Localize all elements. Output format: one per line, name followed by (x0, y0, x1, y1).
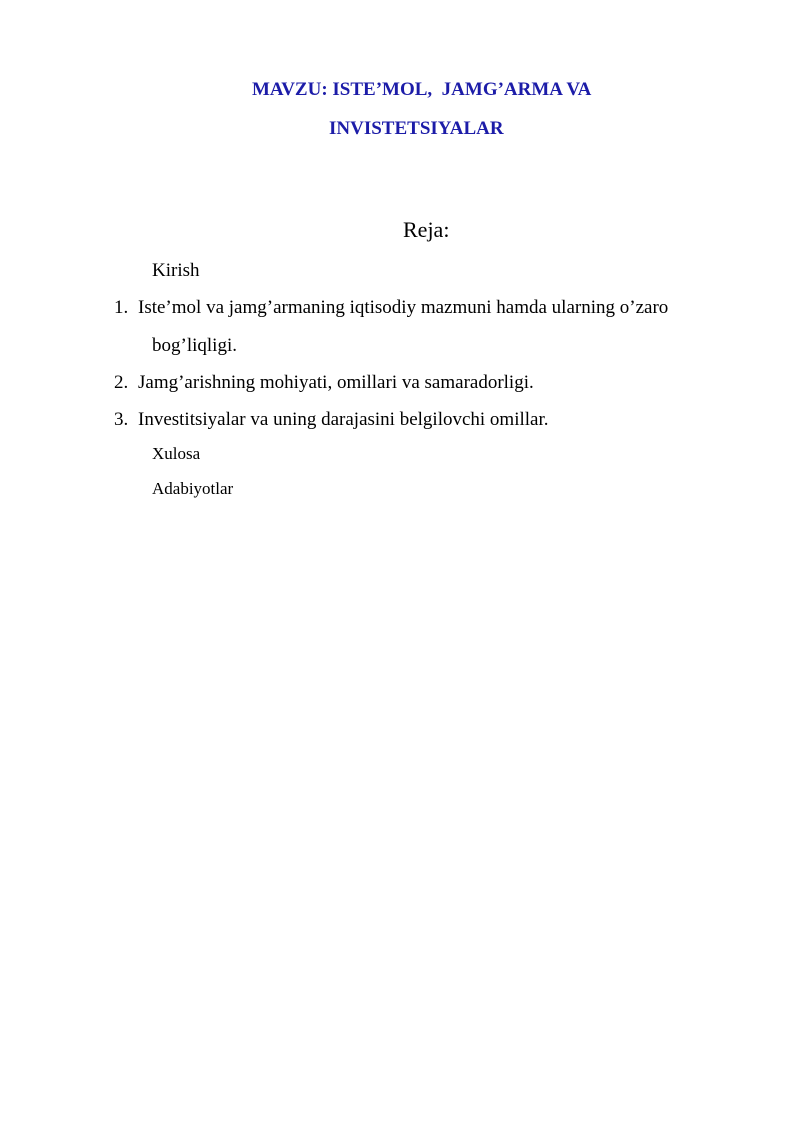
document-title-line-1: MAVZU: ISTE’MOL, JAMG’ARMA VA (252, 79, 592, 100)
plan-item-2-text: Jamg’arishning mohiyati, omillari va samaradorligi. (138, 372, 534, 393)
plan-item-3-number: 3. (114, 409, 129, 430)
plan-conclusion: Xulosa (152, 444, 201, 463)
plan-heading: Reja: (403, 217, 450, 242)
document-title-line-2: INVISTETSIYALAR (329, 118, 504, 139)
plan-item-3-text: Investitsiyalar va uning darajasini belgilovchi omillar. (138, 409, 549, 430)
plan-intro: Kirish (152, 260, 200, 281)
plan-item-1-text-continued: bog’liqligi. (152, 335, 237, 356)
plan-item-1-number: 1. (114, 297, 129, 318)
plan-item-1-text: Iste’mol va jamg’armaning iqtisodiy mazmuni hamda ularning o’zaro (138, 297, 669, 318)
plan-references: Adabiyotlar (152, 479, 234, 498)
plan-item-2-number: 2. (114, 372, 129, 393)
